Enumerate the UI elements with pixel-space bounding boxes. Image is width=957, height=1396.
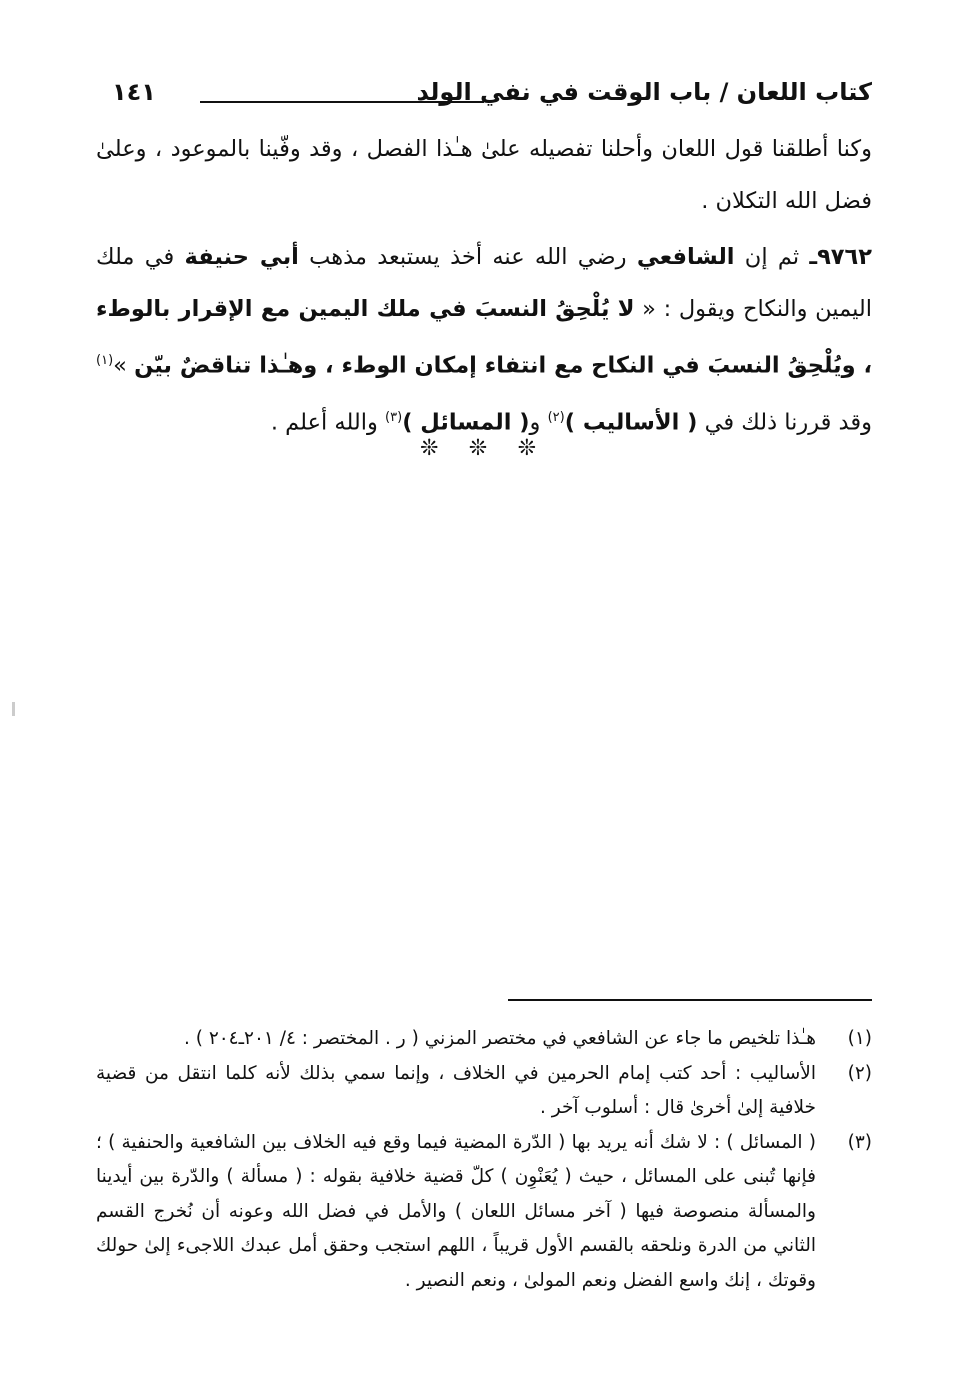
footnote-rule <box>508 999 872 1001</box>
asterism-icon: ❊ <box>420 436 439 461</box>
page-number: ١٤١ <box>112 78 156 106</box>
asterism-icon: ❊ <box>517 436 536 461</box>
asterism-icon: ❊ <box>468 436 488 461</box>
text-run: » <box>113 352 135 379</box>
paragraph-intro: وكنا أطلقنا قول اللعان وأحلنا تفصيله علىٰ هـٰذا الفصل ، وقد وفّينا بالموعود ، وعلىٰ فضل الله التكلان . <box>96 136 872 214</box>
footnote-ref-1[interactable]: (١) <box>96 353 114 368</box>
footnote-number: (٣) <box>847 1131 872 1153</box>
book-title-masail: ( المسائل ) <box>402 409 530 436</box>
footnote-ref-2[interactable]: (٢) <box>547 410 565 425</box>
header-title: كتاب اللعان / باب الوقت في نفي الولد <box>416 78 872 106</box>
header-rule <box>200 101 484 103</box>
text-run: والله أعلم . <box>270 409 386 436</box>
quotation: لا يُلْحِقُ النسبَ في ملك اليمين مع الإقرار بالوطء ، ويُلْحِقُ النسبَ في النكاح مع انتفاء إمكان الوطء ، وهـٰذا تناقضٌ بيّن <box>96 295 872 379</box>
text-run: وقد قررنا ذلك في <box>697 409 872 436</box>
scan-mark <box>12 702 15 716</box>
text-run: في ملك اليمين والنكاح ويقول : « <box>96 244 872 322</box>
section-separator <box>420 436 536 461</box>
name-shafii: الشافعي <box>636 244 735 270</box>
footnote-1 <box>96 1022 872 1057</box>
footnote-2 <box>96 1057 872 1126</box>
footnote-number: (٢) <box>847 1062 872 1084</box>
paragraph-number: ٩٧٦٢ـ <box>809 244 873 270</box>
footnote-ref-3[interactable]: (٣) <box>385 410 403 425</box>
paragraph-9762 <box>96 232 872 449</box>
running-header <box>112 78 872 118</box>
book-title-asalib: ( الأساليب ) <box>564 409 698 436</box>
name-abu-hanifa: أبي حنيفة <box>184 244 299 270</box>
footnotes <box>96 1022 872 1298</box>
text-run: رضي الله عنه أخذ يستبعد مذهب <box>298 244 637 270</box>
text-run: و <box>529 409 548 436</box>
footnote-text: ( المسائل ) : لا شك أنه يريد بها ( الدّرة المضية فيما وقع فيه الخلاف بين الشافعية والحنفية ) ؛ فإنها تُبنى على المسائل ، حيث ( يُعَنْوِن ) كلّ قضية خلافية بقوله : ( مسألة ) والدّرة بين أيدينا والمسألة منصوصة فيها ( آخر مسائل اللعان ) والأمل في فضل الله وعونه أن نُخرج القسم الثاني من الدرة ونلحقه بالقسم الأول قريباً ، اللهم استجب وحقق أمل عبدك اللاجىء إلىٰ حولك وقوتك ، إنك واسع الفضل ونعم المولىٰ ، ونعم النصير . <box>96 1131 816 1291</box>
text-run: ثم إن <box>734 244 810 270</box>
footnote-text: الأساليب : أحد كتب إمام الحرمين في الخلاف ، وإنما سمي بذلك لأنه كلما انتقل من قضية خلافية إلىٰ أخرىٰ قال : أسلوب آخر . <box>96 1062 816 1118</box>
footnote-text: هـٰذا تلخيص ما جاء عن الشافعي في مختصر المزني ( ر . المختصر : ٤/ ٢٠١ـ٢٠٤ ) . <box>183 1028 816 1049</box>
footnote-3 <box>96 1126 872 1299</box>
footnote-number: (١) <box>847 1028 872 1049</box>
